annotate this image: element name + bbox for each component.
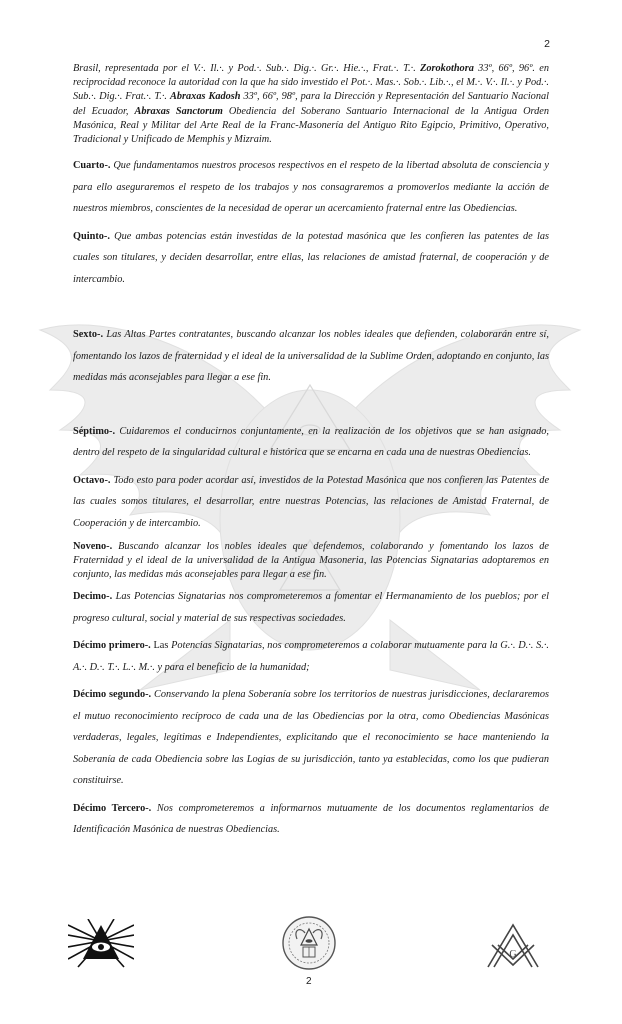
article-decimo-segundo bbox=[73, 684, 549, 792]
footer-emblems bbox=[0, 915, 622, 985]
page-number-top: 2 bbox=[544, 38, 550, 50]
article-heading: Noveno-. bbox=[73, 541, 119, 553]
article-quinto bbox=[73, 226, 549, 291]
eye-triangle-icon bbox=[68, 919, 134, 969]
intro-text-c: 33º, 66º, 96º. en reciprocidad reconoce la autoridad con la que ha sido investido el Pot.·. Mas.·. Sob.·. Lib.·., el M.·. V.·. Il.·. y Pod.·. Sub.·. Dig.·. Frat.·. T.·. bbox=[73, 63, 549, 103]
article-text: Las Altas Partes contratantes, buscando alcanzar los nobles ideales que defienden, colaborarán entre sí, fomentando los lazos de fraternidad y el ideal de la universalidad de la Sublime Orden, adoptando en conjunto, las medidas más aconsejables para llegar a ese fin. bbox=[73, 329, 549, 384]
article-heading: Décimo Tercero-. bbox=[73, 802, 157, 814]
intro-name-zorokothora: Zorokothora bbox=[420, 63, 474, 74]
article-text: Buscando alcanzar los nobles ideales que defendemos, colaborando y fomentando los lazos de Fraternidad y el ideal de la universalidad de la Antigua Masoneria, las Potencias Signatarias adoptaremos en conjunto, las medidas más aconsejables para llegar a ese fin. bbox=[73, 541, 549, 581]
article-cuarto bbox=[73, 155, 549, 220]
article-text: Potencias Signatarias, nos comprometeremos a colaborar mutuamente para la G.·. D.·. S.·. A.·. D.·. T.·. L.·. M.·. y para el beneficio de la humanidad; bbox=[73, 640, 549, 673]
article-heading: Décimo primero-. bbox=[73, 640, 154, 652]
article-heading: Cuarto-. bbox=[73, 160, 114, 172]
intro-text-e: 33º, 66º, 98º, para la Dirección y Representación del Santuario Nacional del Ecuador, bbox=[73, 91, 549, 117]
intro-paragraph bbox=[73, 62, 549, 147]
article-decimo-primero bbox=[73, 635, 549, 678]
article-decimo bbox=[73, 586, 549, 629]
article-heading: Octavo-. bbox=[73, 474, 114, 486]
article-heading: Décimo segundo-. bbox=[73, 689, 154, 701]
article-text: Nos comprometeremos a informarnos mutuamente de los documentos reglamentarios de Identificación Masónica de nuestras Obediencias. bbox=[73, 802, 549, 836]
article-octavo bbox=[73, 470, 549, 535]
article-text: Cuidaremos el conducirnos conjuntamente, en la realización de los objetivos que se han asignado, dentro del respeto de la singularidad cultural e histórica que se encarna en cada una de nuestras Obediencias. bbox=[73, 425, 549, 459]
document-body bbox=[73, 62, 549, 841]
seal-icon bbox=[281, 915, 337, 971]
intro-name-abraxas-kadosh: Abraxas Kadosh bbox=[170, 91, 241, 103]
intro-name-abraxas-sanctorum: Abraxas Sanctorum bbox=[134, 105, 223, 117]
intro-text-g: Obediencia del Soberano Santuario Internacional de la Antigua Orden Masónica, Real y Militar del Arte Real de la Franc-Masonería del Antiguo Rito Egipcio, Primitivo, Operativo, Tradicional y Unificado de Memphis y Mizraim. bbox=[73, 105, 549, 146]
article-text: Las Potencias Signatarias nos comprometeremos a fomentar el Hermanamiento de los pueblos; por el progreso cultural, social y material de sus respectivas sociedades. bbox=[73, 591, 549, 624]
article-text-plain: Las bbox=[153, 640, 172, 652]
article-heading: Sexto-. bbox=[73, 329, 107, 341]
article-noveno bbox=[73, 540, 549, 582]
article-text: Que ambas potencias están investidas de la potestad masónica que les confieren las patentes de las cuales son titulares, y deciden desarrollar, entre ellas, las relaciones de amistad fraternal, de cooperación y de intercambio. bbox=[73, 230, 549, 285]
svg-text:G: G bbox=[509, 949, 517, 960]
article-septimo bbox=[73, 421, 549, 464]
article-decimo-tercero bbox=[73, 798, 549, 841]
article-text: Que fundamentamos nuestros procesos respectivos en el respeto de la libertad absoluta de consciencia y para ello aseguraremos el respeto de los trabajos y nos consagraremos a promoverlos mediante la acción de nuestros miembros, conscientes de la necesidad de operar un acercamiento fraternal entre las Obediencias. bbox=[73, 160, 549, 215]
intro-text-a: Brasil, representada por el V.·. Il.·. y Pod.·. Sub.·. Dig.·. Gr.·. Hie.·., Frat.·. T.·. bbox=[73, 63, 421, 74]
article-heading: Decimo-. bbox=[73, 591, 116, 603]
article-heading: Séptimo-. bbox=[73, 425, 120, 437]
article-heading: Quinto-. bbox=[73, 230, 115, 242]
article-text: Conservando la plena Soberanía sobre los territorios de nuestras jurisdicciones, declararemos el mutuo reconocimiento recíproco de cada una de las Obediencias por la otra, como Obediencias Masónicas verdaderas, legales, legítimas e Independientes, explicitando que el reconocimiento se hace manteniendo la Soberanía de cada Obediencia sobre las Logias de su jurisdicción, tanto ya establecidas, como los que pudieran constituirse. bbox=[73, 689, 549, 787]
article-sexto bbox=[73, 324, 549, 389]
square-compass-icon bbox=[484, 923, 542, 969]
page-number-bottom: 2 bbox=[306, 976, 312, 987]
article-text: Todo esto para poder acordar así, investidos de la Potestad Masónica que nos confieren las Patentes de las cuales somos titulares, el desarrollar, entre nuestras Potencias, las relaciones de Amistad Fraternal, de Cooperación y de intercambio. bbox=[73, 474, 550, 529]
